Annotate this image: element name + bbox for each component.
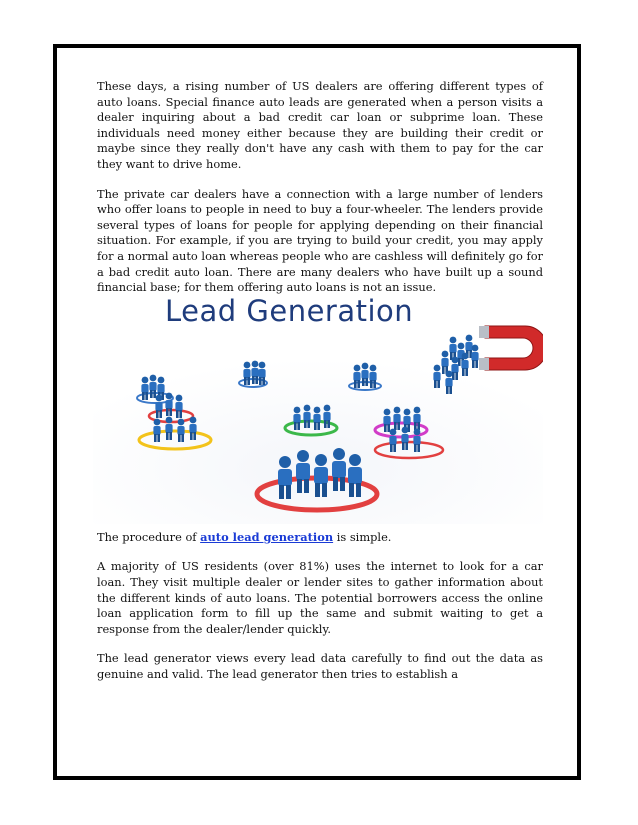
paragraph-4: The lead generator views every lead data carefully to find out the data as genuine and valid. The lead generator then tries to establish a xyxy=(97,651,543,681)
paragraph-3: A majority of US residents (over 81%) uses the internet to look for a car loan. They visit multiple dealer or lender sites to gather information about the different kinds of auto loans. The potential borrowers access the online loan application form to fill up the same and submit waiting to get a response from the dealer/lender quickly. xyxy=(97,559,543,636)
article-body xyxy=(97,79,543,696)
auto-lead-generation-link[interactable]: auto lead generation xyxy=(200,529,334,544)
procedure-before: The procedure of xyxy=(97,529,201,544)
figure-title: Lead Generation xyxy=(165,293,414,328)
page-frame xyxy=(53,44,581,780)
procedure-after: is simple. xyxy=(333,529,392,544)
paragraph-1: These days, a rising number of US dealers are offering different types of auto loans. Special finance auto leads are generated when a person visits a dealer inquiring about a bad credit car loan or subprime loan. These individuals need money either because they are building their credit or maybe since they really don't have any cash with them to pay for the car they want to drive home. xyxy=(97,79,543,171)
lead-generation-figure xyxy=(93,293,543,524)
paragraph-2: The private car dealers have a connection with a large number of lenders who offer loans to people in need to buy a four-wheeler. The lenders provide several types of loans for people for applying depending on their financial situation. For example, if you are trying to build your credit, you may apply for a normal auto loan whereas people who are cashless will definitely go for a bad credit auto loan. There are many dealers who have built up a sound financial base; for them offering auto loans is not an issue. xyxy=(97,186,543,295)
procedure-sentence xyxy=(97,530,543,546)
lead-generation-illustration xyxy=(93,293,543,524)
